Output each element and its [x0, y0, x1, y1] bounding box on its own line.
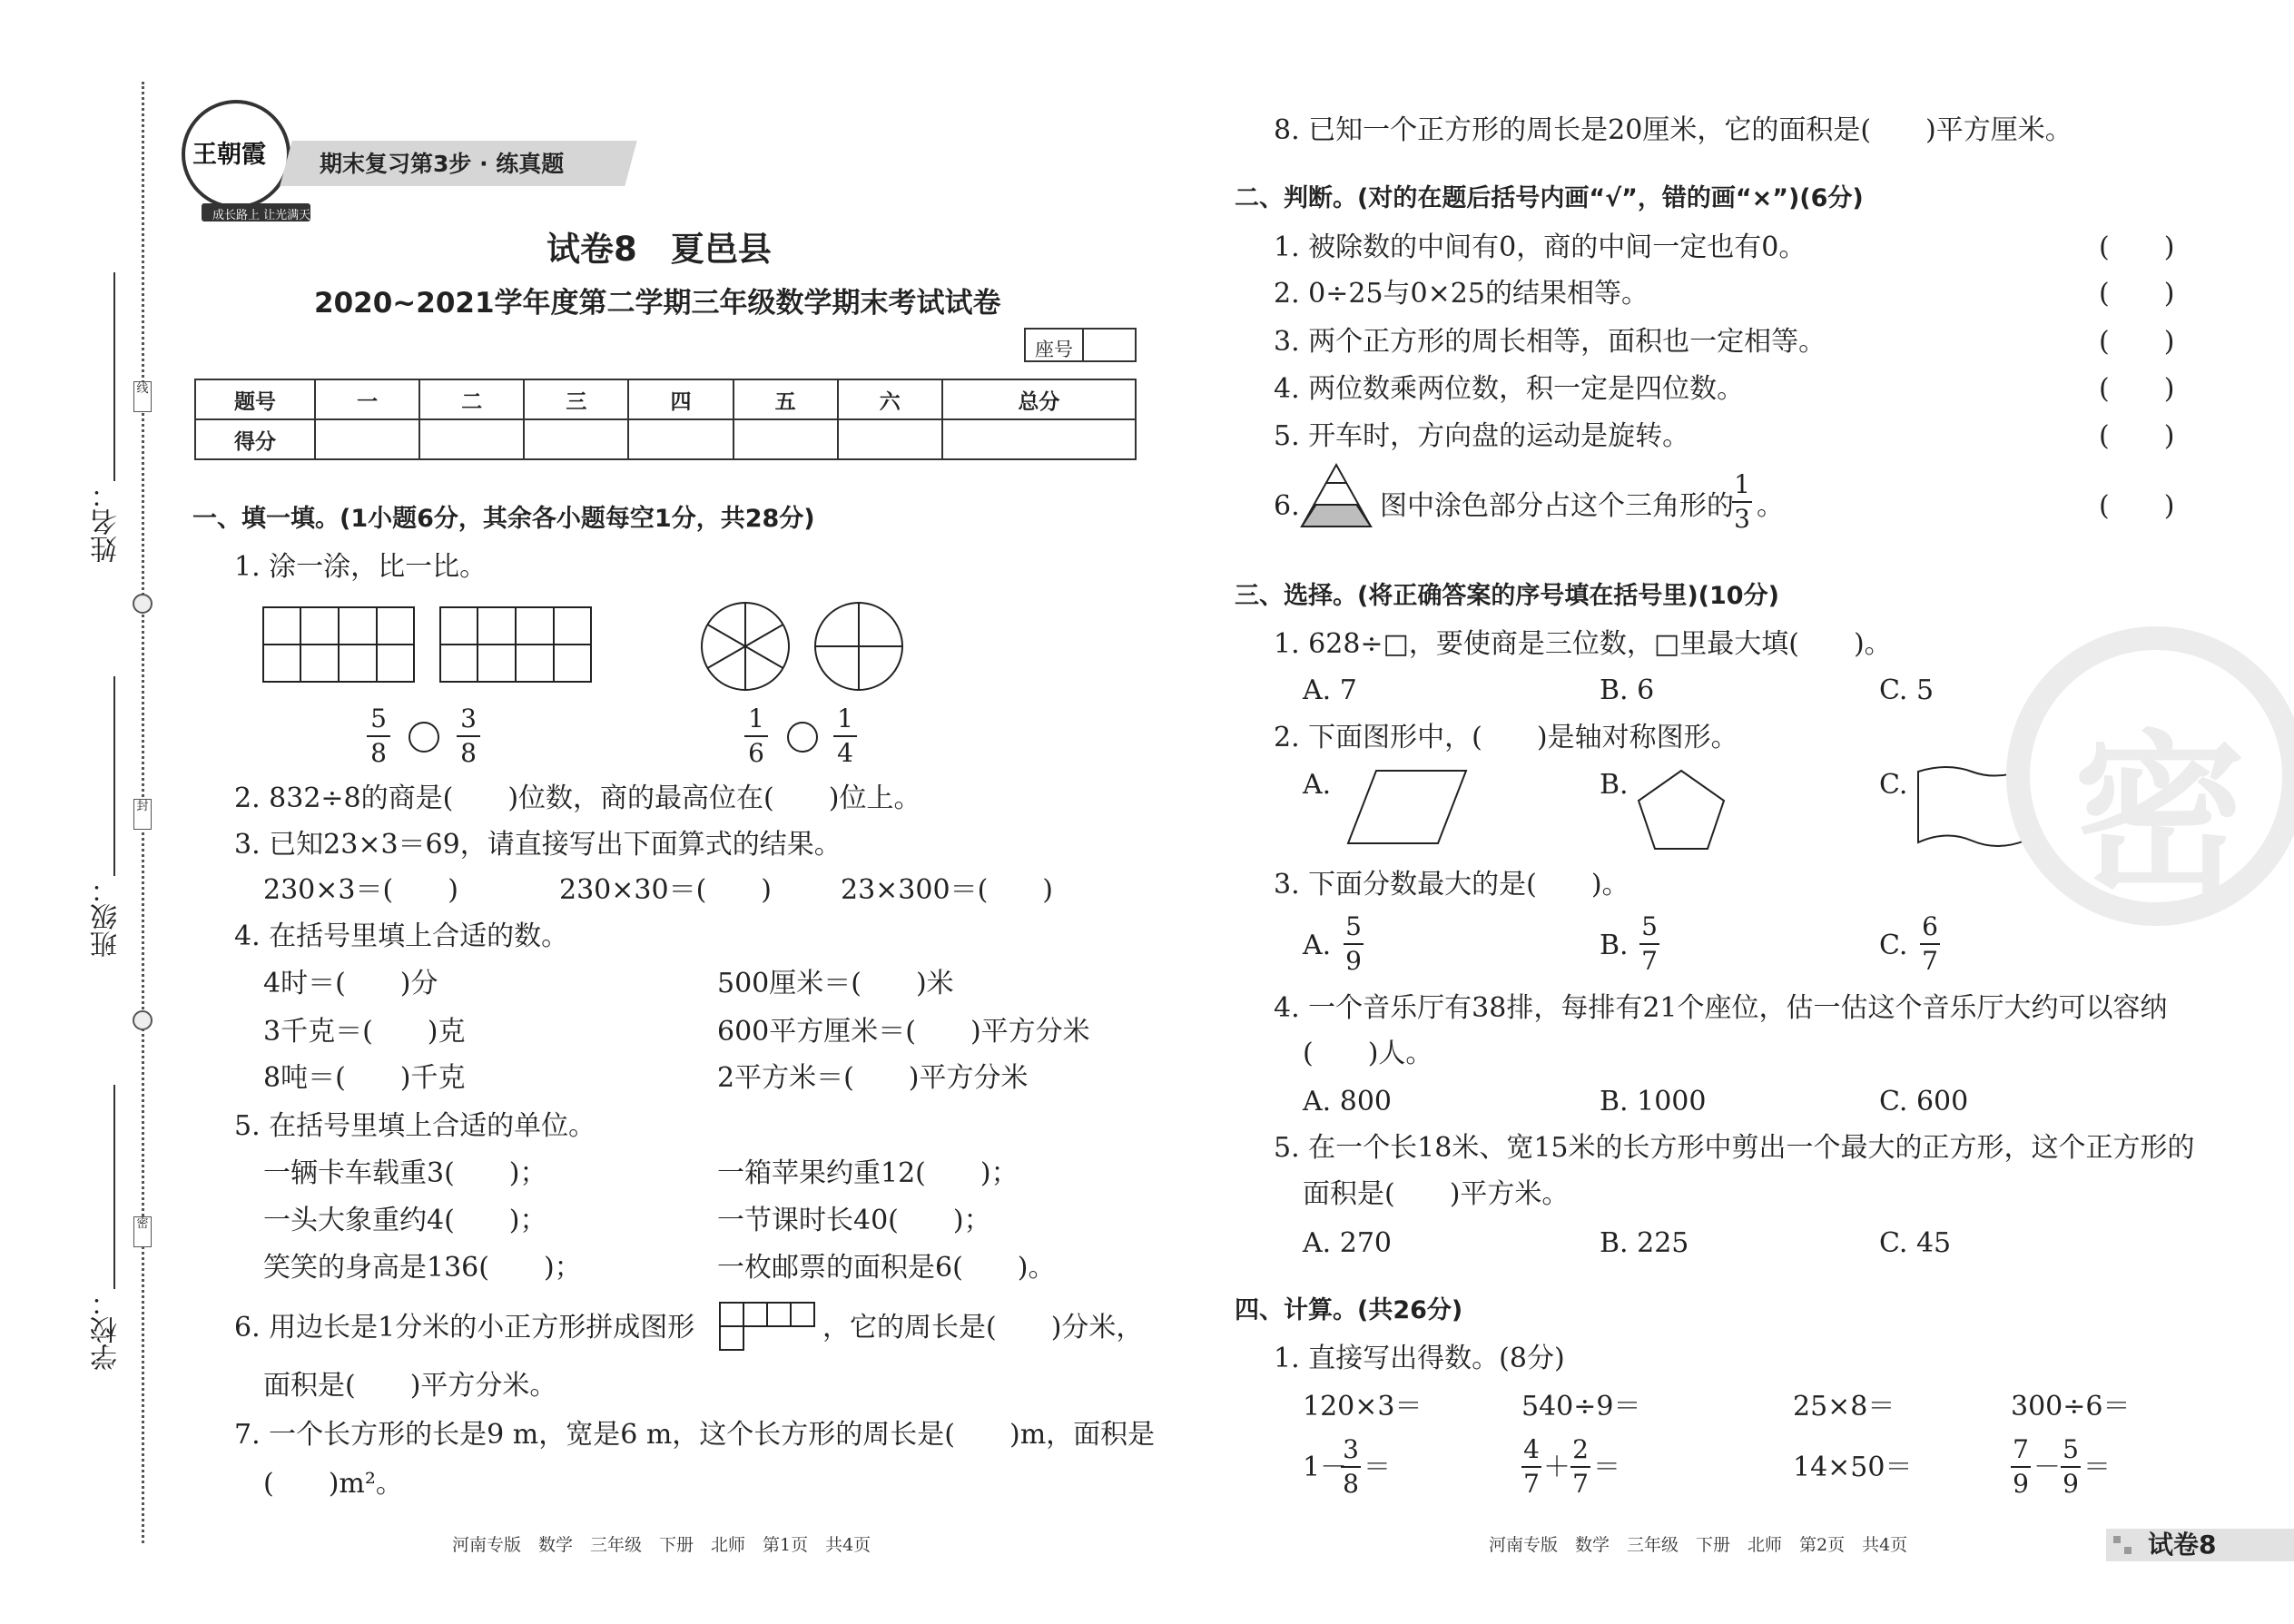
s3-q1-option[interactable]: B. 6 — [1600, 674, 1655, 706]
s3-q3-option-label[interactable]: B. — [1600, 930, 1629, 961]
rect-divided-8-b — [439, 606, 592, 683]
rect-divided-8-a — [262, 606, 415, 683]
s3-q4-option[interactable]: C. 600 — [1879, 1086, 1969, 1117]
denominator: 7 — [1922, 946, 1938, 976]
s2-q6-text: 图中涂色部分占这个三角形的 — [1380, 490, 1734, 522]
numerator: 3 — [1343, 1434, 1359, 1464]
fraction-5-9 — [1344, 911, 1364, 976]
s4-q1: 1. 直接写出得数。(8分) — [1274, 1343, 1565, 1374]
section-2-title: 二、判断。(对的在题后括号内画“√”，错的画“×”)(6分) — [1235, 184, 1864, 212]
school-field[interactable] — [113, 1085, 115, 1289]
seat-input[interactable] — [1082, 330, 1137, 360]
denominator: 7 — [1572, 1469, 1589, 1499]
numerator: 7 — [2013, 1434, 2029, 1464]
s3-q4-option[interactable]: A. 800 — [1303, 1086, 1392, 1117]
name-label: 姓名： — [91, 481, 123, 563]
denominator: 7 — [1523, 1469, 1540, 1499]
numerator: 3 — [460, 704, 477, 733]
s2-answer[interactable]: ( ) — [2099, 278, 2175, 310]
s3-q5-option[interactable]: C. 45 — [1879, 1227, 1952, 1259]
s1-q6-a: 6. 用边长是1分米的小正方形拼成图形 — [234, 1312, 695, 1343]
score-input[interactable] — [628, 419, 733, 459]
s2-item: 3. 两个正方形的周长相等，面积也一定相等。 — [1274, 326, 1826, 358]
score-label: 得分 — [195, 419, 315, 459]
numerator: 5 — [1641, 911, 1658, 941]
s3-q2: 2. 下面图形中，( )是轴对称图形。 — [1274, 722, 1738, 753]
fraction-3-8 — [1341, 1434, 1361, 1499]
s3-q4-b: ( )人。 — [1303, 1038, 1433, 1069]
score-input[interactable] — [524, 419, 628, 459]
fraction-4-7 — [1521, 1434, 1541, 1499]
s1-q6-b: ，它的周长是( )分米， — [822, 1312, 1144, 1343]
s1-q5: 5. 在括号里填上合适的单位。 — [234, 1110, 596, 1142]
denominator: 7 — [1641, 946, 1658, 976]
brand-logo — [182, 100, 290, 209]
fraction-5-8 — [367, 706, 390, 766]
numerator: 5 — [1345, 911, 1362, 941]
pentagon-shape — [1636, 768, 1727, 851]
s2-item: 5. 开车时，方向盘的运动是旋转。 — [1274, 420, 1690, 452]
numerator: 1 — [837, 704, 853, 733]
footer-right: 河南专版 数学 三年级 下册 北师 第2页 共4页 — [1489, 1535, 1908, 1555]
section-1-title: 一、填一填。(1小题6分，其余各小题每空1分，共28分) — [192, 505, 815, 533]
footer-tag-dots — [2124, 1547, 2132, 1554]
s3-q1-option[interactable]: C. 5 — [1879, 674, 1935, 706]
section-3-title: 三、选择。(将正确答案的序号填在括号里)(10分) — [1235, 582, 1779, 610]
s4-calc: 14×50＝ — [1793, 1452, 1913, 1483]
fraction-5-7 — [1639, 911, 1659, 976]
s4-calc: 540÷9＝ — [1521, 1391, 1641, 1422]
class-field[interactable] — [113, 676, 115, 876]
s4-calc-op: ＋ — [1543, 1452, 1570, 1483]
seat-number-box[interactable] — [1024, 328, 1137, 362]
fraction-7-9 — [2011, 1434, 2031, 1499]
s2-item: 4. 两位数乘两位数，积一定是四位数。 — [1274, 373, 1745, 405]
s3-q5-b: 面积是( )平方米。 — [1303, 1178, 1570, 1210]
score-input[interactable] — [419, 419, 524, 459]
s3-q5-option[interactable]: B. 225 — [1600, 1227, 1689, 1259]
s2-answer[interactable]: ( ) — [2099, 490, 2175, 522]
fraction-2-7 — [1570, 1434, 1590, 1499]
s3-q4-a: 4. 一个音乐厅有38排，每排有21个座位，估一估这个音乐厅大约可以容纳 — [1274, 992, 2168, 1024]
s1-q3: 3. 已知23×3＝69，请直接写出下面算式的结果。 — [234, 829, 842, 861]
s3-q4-option[interactable]: B. 1000 — [1600, 1086, 1707, 1117]
s1-q4-item: 2平方米＝( )平方分米 — [717, 1062, 1029, 1094]
denominator: 6 — [748, 738, 764, 768]
score-cell: 题号 — [195, 379, 315, 419]
fraction-1-3 — [1732, 469, 1752, 534]
score-cell: 三 — [524, 379, 628, 419]
footer-tag-dots — [2113, 1536, 2121, 1543]
seat-label: 座号 — [1035, 339, 1073, 360]
watermark-text: 密 — [2073, 715, 2247, 916]
numerator: 6 — [1922, 911, 1938, 941]
s1-q5-item: 笑笑的身高是136( )； — [263, 1252, 582, 1284]
denominator: 8 — [1343, 1469, 1359, 1499]
s3-q3-option-label[interactable]: C. — [1879, 930, 1908, 961]
school-label: 学校： — [91, 1289, 123, 1371]
circle-divided-4 — [813, 601, 904, 692]
score-input[interactable] — [942, 419, 1136, 459]
s4-calc: 120×3＝ — [1303, 1391, 1423, 1422]
denominator: 9 — [2013, 1469, 2029, 1499]
s4-calc-post: ＝ — [1593, 1452, 1620, 1483]
numerator: 4 — [1523, 1434, 1540, 1464]
numerator: 2 — [1572, 1434, 1589, 1464]
footer-left: 河南专版 数学 三年级 下册 北师 第1页 共4页 — [452, 1535, 871, 1555]
s2-q6-number: 6. — [1274, 490, 1300, 522]
s1-q3-item: 23×300＝( ) — [841, 874, 1053, 906]
denominator: 8 — [460, 738, 477, 768]
denominator: 4 — [837, 738, 853, 768]
s1-q7-b: ( )m²。 — [263, 1468, 403, 1500]
score-header-row — [195, 379, 1136, 419]
banner-text: 期末复习第3步 · 练真题 — [320, 151, 565, 177]
s1-q6-c: 面积是( )平方分米。 — [263, 1370, 557, 1402]
seal-feng: 封 — [133, 799, 152, 830]
s2-item: 2. 0÷25与0×25的结果相等。 — [1274, 278, 1649, 310]
s1-q4: 4. 在括号里填上合适的数。 — [234, 920, 569, 952]
denominator: 9 — [1345, 946, 1362, 976]
shaded-triangle-figure — [1300, 463, 1373, 528]
fraction-3-8 — [457, 706, 480, 766]
watermark-seal — [2006, 626, 2294, 926]
score-cell: 五 — [733, 379, 838, 419]
s2-answer[interactable]: ( ) — [2099, 231, 2175, 263]
score-table — [194, 379, 1137, 460]
fraction-1-4 — [833, 706, 857, 766]
compare-circle-input[interactable] — [787, 722, 818, 753]
score-input[interactable] — [838, 419, 942, 459]
s1-q4-item: 600平方厘米＝( )平方分米 — [717, 1016, 1090, 1048]
s3-q2-option[interactable]: C. — [1879, 769, 1908, 801]
s4-calc-post: ＝ — [1364, 1452, 1391, 1483]
footer-tag: 试卷8 — [2148, 1530, 2217, 1560]
s3-q3-option-label[interactable]: A. — [1303, 930, 1332, 961]
s1-q5-item: 一箱苹果约重12( )； — [717, 1157, 1019, 1189]
s1-q4-item: 3千克＝( )克 — [263, 1016, 466, 1048]
s2-answer[interactable]: ( ) — [2099, 373, 2175, 405]
name-field[interactable] — [113, 272, 115, 481]
numerator: 5 — [2063, 1434, 2079, 1464]
s1-q4-item: 8吨＝( )千克 — [263, 1062, 466, 1094]
numerator: 1 — [1734, 469, 1750, 499]
s3-q3: 3. 下面分数最大的是( )。 — [1274, 869, 1629, 901]
denominator: 3 — [1734, 504, 1750, 534]
brand-logo-text: 王朝霞 — [192, 141, 266, 169]
s2-item: 1. 被除数的中间有0，商的中间一定也有0。 — [1274, 231, 1807, 263]
s4-calc: 300÷6＝ — [2011, 1391, 2131, 1422]
fraction-1-6 — [744, 706, 768, 766]
score-value-row — [195, 419, 1136, 459]
s1-q5-item: 一头大象重约4( )； — [263, 1205, 547, 1236]
score-cell: 二 — [419, 379, 524, 419]
parallelogram-shape — [1345, 768, 1469, 846]
denominator: 9 — [2063, 1469, 2079, 1499]
s4-calc-post: ＝ — [2083, 1452, 2111, 1483]
section-4-title: 四、计算。(共26分) — [1235, 1296, 1463, 1324]
compare-circle-input[interactable] — [409, 722, 439, 753]
s1-q3-item: 230×30＝( ) — [559, 874, 772, 906]
s3-q1: 1. 628÷□，要使商是三位数，□里最大填( )。 — [1274, 628, 1892, 660]
score-cell: 四 — [628, 379, 733, 419]
numerator: 1 — [748, 704, 764, 733]
s4-calc: 25×8＝ — [1793, 1391, 1895, 1422]
s2-answer[interactable]: ( ) — [2099, 326, 2175, 358]
fraction-6-7 — [1920, 911, 1940, 976]
page-title: 试卷8 夏邑县 — [546, 230, 772, 269]
class-label: 班级： — [91, 876, 123, 958]
s3-q5-option[interactable]: A. 270 — [1303, 1227, 1392, 1259]
brand-ribbon-text: 成长路上 让光满天 — [212, 209, 311, 222]
s1-q2: 2. 832÷8的商是( )位数，商的最高位在( )位上。 — [234, 782, 921, 814]
binding-ornament — [133, 594, 153, 614]
binding-ornament — [133, 1010, 153, 1030]
s1-q4-item: 500厘米＝( )米 — [717, 968, 954, 999]
s1-q1: 1. 涂一涂，比一比。 — [234, 551, 487, 583]
s3-q2-option[interactable]: B. — [1600, 769, 1629, 801]
s1-q8: 8. 已知一个正方形的周长是20厘米，它的面积是( )平方厘米。 — [1274, 114, 2072, 146]
s1-q5-item: 一枚邮票的面积是6( )。 — [717, 1252, 1056, 1284]
s2-answer[interactable]: ( ) — [2099, 420, 2175, 452]
seal-mi: 密 — [133, 1216, 152, 1247]
page-subtitle: 2020~2021学年度第二学期三年级数学期末考试试卷 — [314, 287, 1001, 320]
s3-q1-option[interactable]: A. 7 — [1303, 674, 1357, 706]
denominator: 8 — [370, 738, 387, 768]
s1-q5-item: 一节课时长40( )； — [717, 1205, 991, 1236]
fraction-5-9 — [2061, 1434, 2081, 1499]
score-cell: 总分 — [942, 379, 1136, 419]
score-cell: 一 — [315, 379, 419, 419]
score-input[interactable] — [733, 419, 838, 459]
square-tiles-figure — [719, 1302, 821, 1351]
brand-ribbon — [202, 203, 310, 221]
s3-q5-a: 5. 在一个长18米、宽15米的长方形中剪出一个最大的正方形，这个正方形的 — [1274, 1132, 2195, 1164]
circle-divided-6 — [700, 601, 791, 692]
s4-calc-pre: 1－ — [1303, 1452, 1348, 1483]
s1-q4-item: 4时＝( )分 — [263, 968, 438, 999]
seal-xian: 线 — [133, 381, 152, 412]
s1-q5-item: 一辆卡车载重3( )； — [263, 1157, 547, 1189]
numerator: 5 — [370, 704, 387, 733]
s1-q3-item: 230×3＝( ) — [263, 874, 458, 906]
s2-q6-end: 。 — [1757, 490, 1784, 522]
s4-calc-op: － — [2033, 1452, 2061, 1483]
s3-q2-option[interactable]: A. — [1303, 769, 1332, 801]
s1-q7-a: 7. 一个长方形的长是9 m，宽是6 m，这个长方形的周长是( )m，面积是 — [234, 1419, 1156, 1451]
score-cell: 六 — [838, 379, 942, 419]
score-input[interactable] — [315, 419, 419, 459]
